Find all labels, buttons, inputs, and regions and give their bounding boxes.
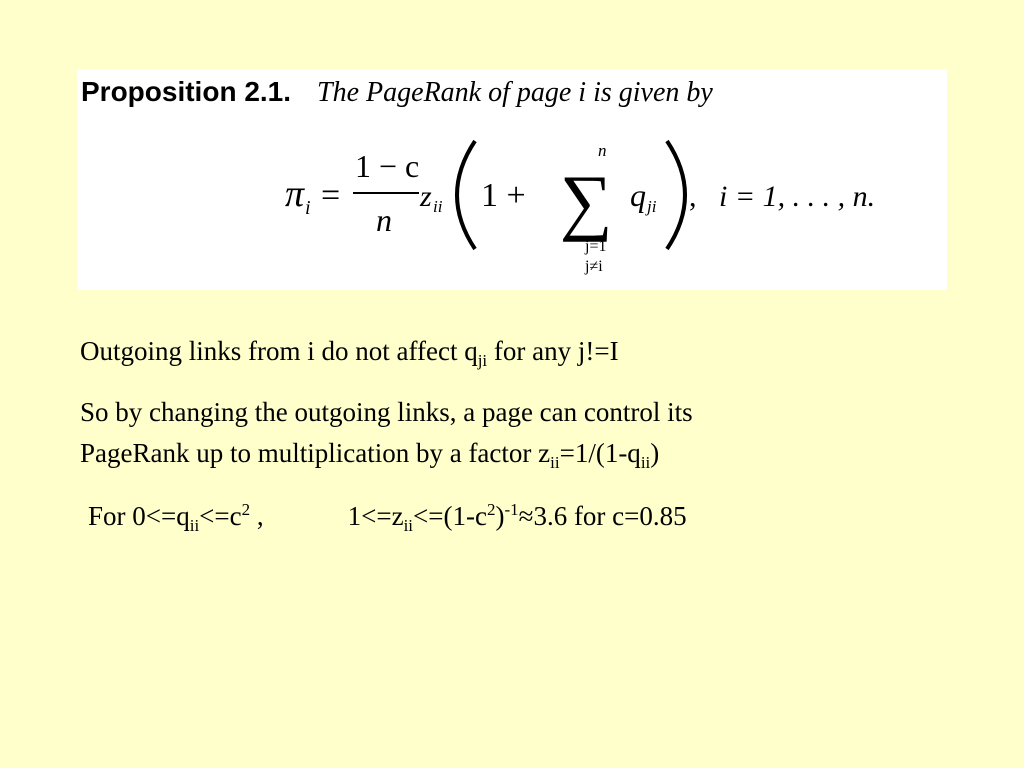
pagerank-formula (77, 69, 947, 290)
formula-pi-subscript: i (305, 197, 311, 219)
sum-upper-limit: n (598, 141, 607, 160)
sum-lower-limit-2: j≠i (585, 258, 603, 275)
formula-comma: , (689, 180, 697, 213)
formula-denominator: n (376, 202, 392, 238)
formula-pi: π (285, 173, 305, 215)
sum-lower-limit-1: j=1 (585, 238, 607, 255)
proposition-image (77, 69, 947, 290)
right-paren (667, 141, 685, 249)
left-paren (457, 141, 475, 249)
formula-one-plus: 1 + (481, 177, 526, 214)
proposition-label: Proposition 2.1. (81, 76, 292, 107)
text-line-changing-links: So by changing the outgoing links, a page can control its (80, 397, 693, 427)
formula-numerator: 1 − c (355, 148, 420, 184)
formula-z: z (420, 180, 432, 213)
proposition-statement: The PageRank of page i is given by (317, 77, 713, 108)
formula-z-subscript: ii (433, 197, 443, 216)
text-line-multiplication-factor: PageRank up to multiplication by a factor $z_{ii}=1/(1-q_{ii})$ (80, 438, 660, 472)
formula-q-subscript: ji (647, 197, 657, 216)
formula-q: q (630, 177, 646, 213)
formula-equals: = (321, 177, 341, 214)
formula-range: i = 1, . . . , n. (719, 180, 876, 213)
text-line-bounds: For $0<=q_{ii}<=c^2$ , $1<=z_{ii}<=(1-c^2)^{-1}\approx 3.6$ for c=0.85 (88, 500, 687, 535)
sum-symbol: ∑ (559, 161, 613, 243)
text-line-outgoing-links: Outgoing links from i do not affect $q_{ji}$ for any j!=I (80, 336, 619, 370)
